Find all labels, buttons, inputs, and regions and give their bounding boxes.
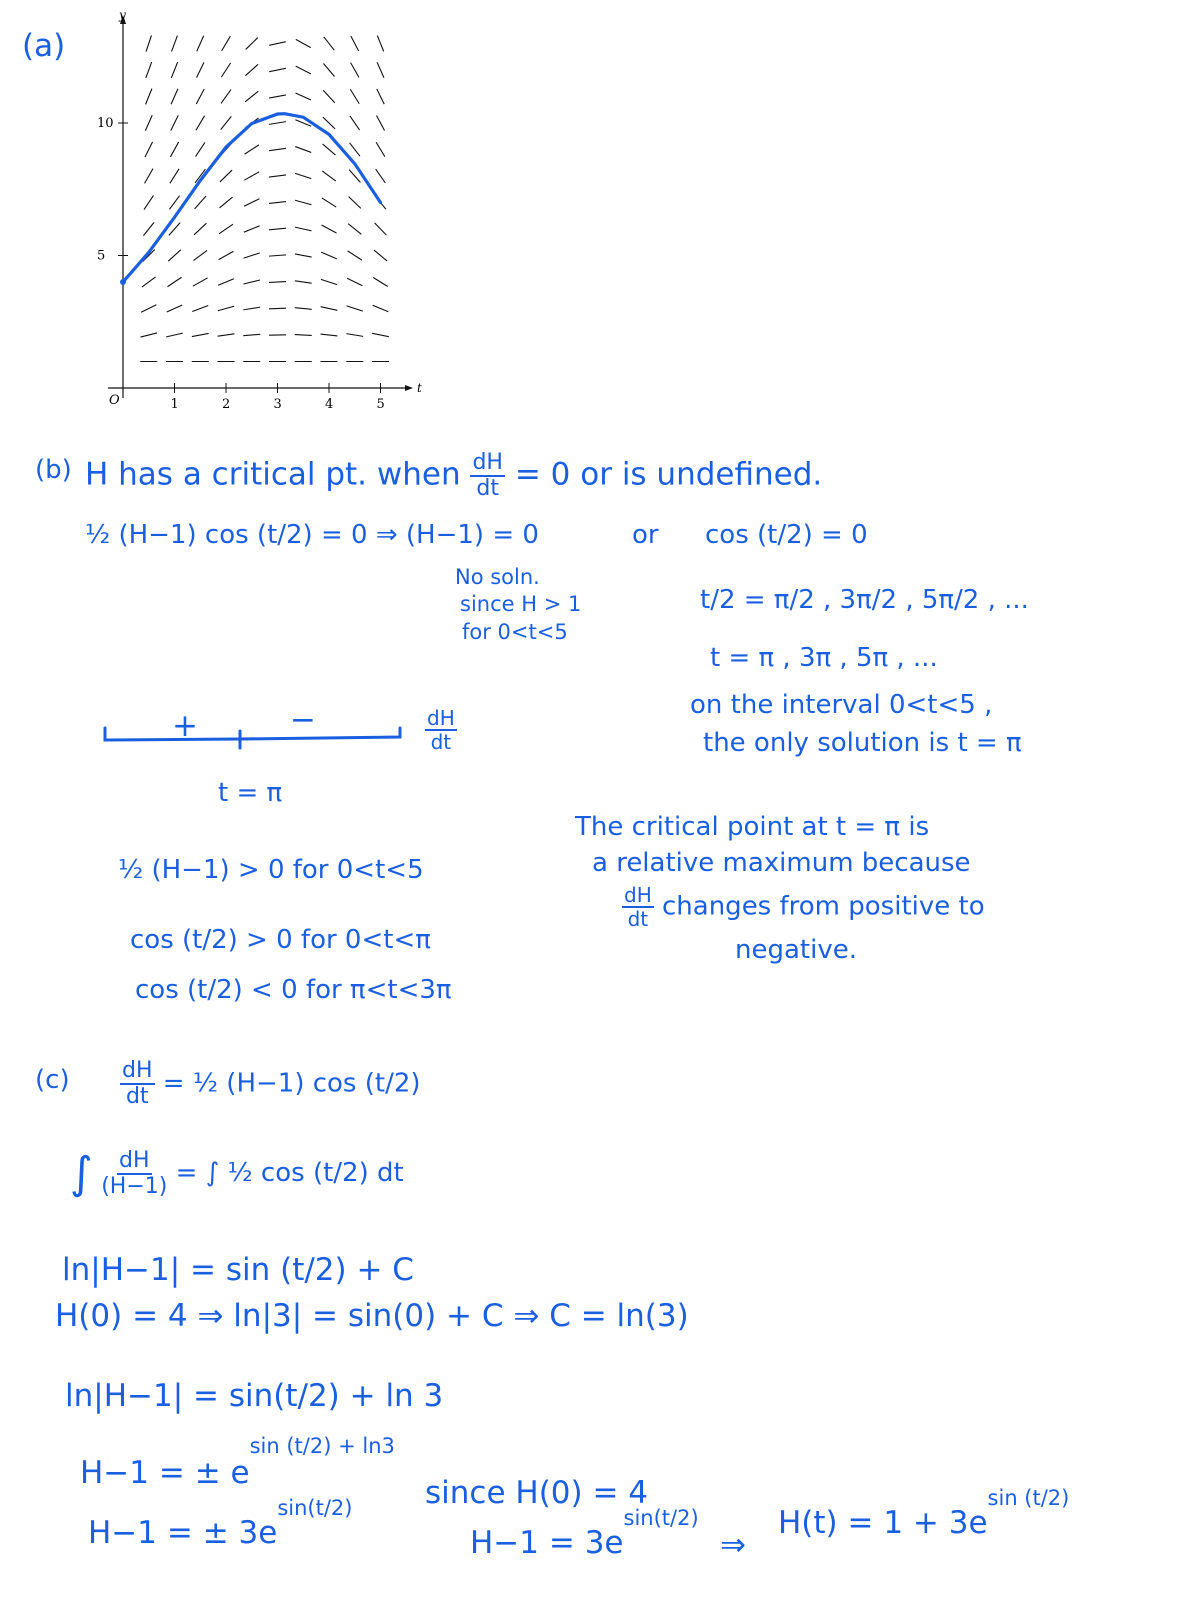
slope-segment bbox=[141, 333, 157, 337]
slope-segment bbox=[351, 36, 359, 51]
step-4-exponent: sin (t/2) + ln3 bbox=[249, 1434, 395, 1458]
slope-segment bbox=[321, 307, 338, 311]
derivative-fraction bbox=[470, 452, 505, 500]
slope-segment bbox=[322, 198, 336, 207]
step-6 bbox=[470, 1506, 699, 1561]
conclusion-frac-den: dt bbox=[627, 907, 649, 931]
part-a-label: (a) bbox=[22, 28, 66, 64]
eq-arg: (t/2) bbox=[256, 520, 313, 550]
slope-segment bbox=[377, 62, 384, 78]
roots-t: t = π , 3π , 5π , ... bbox=[710, 643, 938, 673]
separated-integral bbox=[70, 1148, 404, 1199]
integral-sign: ∫ bbox=[70, 1148, 93, 1199]
no-solution-2: since H > 1 bbox=[460, 592, 582, 616]
no-solution-1: No soln. bbox=[455, 565, 540, 589]
slope-segment bbox=[193, 250, 207, 260]
slope-segment bbox=[169, 196, 179, 210]
slope-segment bbox=[168, 250, 181, 261]
step-2: H(0) = 4 ⇒ ln|3| = sin(0) + C ⇒ C = ln(3) bbox=[55, 1298, 689, 1334]
conclusion-line-3 bbox=[622, 885, 985, 929]
slope-segment bbox=[296, 66, 311, 74]
slope-segment bbox=[350, 89, 359, 103]
slope-segment bbox=[196, 89, 204, 104]
slope-segment bbox=[146, 35, 151, 51]
part-b-label: (b) bbox=[35, 455, 72, 485]
slope-segment bbox=[145, 142, 153, 157]
since-condition: since H(0) = 4 bbox=[425, 1475, 649, 1511]
slope-segment bbox=[146, 89, 152, 105]
eq-or: or bbox=[632, 520, 659, 550]
initial-point bbox=[120, 279, 126, 285]
slope-segment bbox=[376, 116, 384, 131]
slope-segment bbox=[141, 305, 156, 313]
t-axis-arrow-icon bbox=[405, 385, 413, 391]
slope-segment bbox=[269, 122, 286, 125]
slope-segment bbox=[376, 142, 385, 157]
slope-segment bbox=[244, 172, 259, 180]
de-rhs: = ½ (H−1) cos (t/2) bbox=[162, 1068, 421, 1099]
step-6-exponent: sin(t/2) bbox=[623, 1506, 699, 1530]
slope-segment bbox=[372, 333, 389, 336]
x-tick-label: 4 bbox=[325, 397, 334, 412]
slope-segment bbox=[269, 95, 286, 98]
slope-segment bbox=[142, 277, 156, 287]
chart-axes bbox=[108, 10, 422, 408]
integral-num: dH bbox=[119, 1147, 150, 1173]
slope-segment bbox=[324, 37, 334, 50]
slope-segment bbox=[193, 278, 208, 286]
slope-segment bbox=[348, 251, 362, 260]
slope-segment bbox=[221, 63, 230, 77]
slope-segment bbox=[171, 115, 179, 130]
slope-segment bbox=[218, 279, 234, 286]
slope-segment bbox=[347, 306, 363, 311]
slope-segment bbox=[295, 254, 312, 257]
de-fraction bbox=[120, 1060, 155, 1108]
conclusion-line-4: negative. bbox=[735, 935, 857, 965]
slope-segment bbox=[197, 36, 204, 52]
slope-segment bbox=[323, 64, 334, 77]
conclusion-line-1: The critical point at t = π is bbox=[575, 812, 930, 842]
part-c-label: (c) bbox=[35, 1065, 70, 1095]
x-tick-label: 1 bbox=[170, 397, 179, 412]
slope-segment bbox=[295, 281, 312, 283]
slope-field-chart bbox=[95, 10, 425, 420]
slope-segment bbox=[172, 36, 178, 52]
slope-segment bbox=[192, 333, 209, 336]
eq-left: (H−1) cos bbox=[118, 520, 249, 550]
slope-segment bbox=[218, 306, 234, 311]
slope-segment bbox=[222, 36, 231, 51]
definition-text: H has a critical pt. when bbox=[85, 456, 461, 493]
x-tick-label: 5 bbox=[376, 397, 385, 412]
integral-fraction bbox=[101, 1147, 168, 1199]
slope-segment bbox=[167, 305, 182, 312]
slope-segment bbox=[295, 308, 312, 310]
differential-equation bbox=[120, 1060, 421, 1108]
definition-tail: = 0 or is undefined. bbox=[514, 456, 823, 493]
slope-segment bbox=[144, 195, 153, 209]
slope-segment bbox=[219, 251, 234, 259]
inequality-1: ½ (H−1) > 0 for 0<t<5 bbox=[118, 855, 424, 885]
slope-segment bbox=[269, 42, 286, 46]
slope-segment bbox=[377, 89, 384, 104]
slope-segment bbox=[269, 175, 286, 177]
slope-segment bbox=[219, 224, 233, 234]
slope-segment bbox=[243, 280, 260, 284]
slope-segment bbox=[219, 197, 232, 208]
sign-label-num: dH bbox=[427, 706, 455, 730]
slope-segment bbox=[269, 255, 286, 256]
slope-segment bbox=[295, 147, 311, 153]
slope-segment bbox=[295, 173, 311, 178]
sign-minus: − bbox=[290, 702, 316, 738]
conclusion-frac-num: dH bbox=[624, 883, 652, 907]
no-solution-3: for 0<t<5 bbox=[462, 620, 568, 644]
slope-segment bbox=[218, 334, 235, 336]
slope-segment bbox=[322, 171, 336, 181]
slope-segment bbox=[243, 307, 260, 310]
slope-segment bbox=[349, 197, 361, 209]
slope-segment bbox=[245, 64, 258, 75]
slope-segment bbox=[166, 333, 183, 337]
slope-segment bbox=[296, 93, 311, 100]
slope-segment bbox=[323, 90, 335, 102]
sign-point-label: t = π bbox=[218, 778, 283, 808]
slope-segment bbox=[195, 196, 206, 209]
de-den: dt bbox=[125, 1084, 149, 1109]
slope-segment bbox=[244, 226, 260, 232]
slope-segment bbox=[322, 225, 337, 233]
slope-segment bbox=[243, 334, 260, 335]
step-6-base: H−1 = 3e bbox=[470, 1525, 624, 1561]
de-num: dH bbox=[122, 1058, 153, 1083]
sign-label-den: dt bbox=[430, 730, 452, 754]
y-tick-label: 5 bbox=[97, 248, 106, 264]
sign-chart-fraction bbox=[425, 708, 457, 752]
slope-segment bbox=[170, 142, 178, 157]
slope-segment bbox=[323, 117, 335, 129]
slope-segment bbox=[194, 223, 206, 235]
slope-segment bbox=[295, 335, 312, 336]
slope-segment bbox=[295, 227, 312, 231]
slope-segment bbox=[220, 170, 232, 182]
slope-segment bbox=[351, 63, 359, 78]
eq-mid: = 0 ⇒ (H−1) = 0 bbox=[320, 520, 539, 550]
slope-segment bbox=[192, 306, 208, 312]
final-answer bbox=[778, 1486, 1070, 1541]
implies-arrow: ⇒ bbox=[720, 1527, 746, 1563]
slope-segment bbox=[245, 145, 259, 154]
slope-segment bbox=[244, 199, 259, 206]
slope-segment bbox=[376, 169, 386, 183]
slope-segment bbox=[321, 334, 338, 336]
slope-segment bbox=[350, 143, 360, 156]
slope-segment bbox=[145, 169, 153, 184]
slope-segment bbox=[321, 279, 337, 284]
slope-segment bbox=[145, 115, 152, 131]
sign-chart-label bbox=[425, 708, 457, 752]
sign-plus: + bbox=[172, 708, 198, 744]
critical-point-definition bbox=[85, 452, 822, 500]
slope-segment bbox=[197, 62, 204, 77]
slope-segment bbox=[171, 89, 178, 105]
slope-segment bbox=[374, 250, 387, 261]
solution-curve bbox=[123, 114, 381, 282]
final-exponent: sin (t/2) bbox=[987, 1486, 1070, 1510]
interval-text: on the interval 0<t<5 , bbox=[690, 690, 993, 720]
step-4-base: H−1 = ± e bbox=[80, 1455, 250, 1491]
slope-segment bbox=[269, 68, 286, 71]
slope-segment bbox=[377, 36, 383, 52]
slope-segment bbox=[373, 278, 387, 287]
conclusion-line-2: a relative maximum because bbox=[592, 848, 971, 878]
derivative-den: dt bbox=[476, 476, 500, 501]
inequality-3: cos (t/2) < 0 for π<t<3π bbox=[135, 975, 452, 1005]
integral-den: (H−1) bbox=[101, 1173, 168, 1199]
slope-segment bbox=[221, 90, 231, 104]
step-5-base: H−1 = ± 3e bbox=[88, 1515, 278, 1551]
slope-segment bbox=[245, 91, 258, 102]
conclusion-fraction bbox=[622, 885, 654, 929]
slope-field-segments bbox=[140, 35, 389, 361]
step-4 bbox=[80, 1434, 395, 1491]
slope-segment bbox=[269, 308, 286, 309]
y-axis-label: y bbox=[119, 10, 126, 22]
slope-segment bbox=[323, 144, 336, 155]
step-3: ln|H−1| = sin(t/2) + ln 3 bbox=[65, 1378, 444, 1414]
slope-segment bbox=[375, 223, 387, 235]
critical-equation bbox=[85, 520, 539, 550]
x-tick-label: 3 bbox=[273, 397, 282, 412]
slope-segment bbox=[269, 282, 286, 283]
integral-rhs: = ∫ ½ cos (t/2) dt bbox=[175, 1158, 404, 1188]
slope-segment bbox=[350, 116, 360, 130]
only-solution-text: the only solution is t = π bbox=[703, 728, 1022, 758]
slope-segment bbox=[269, 148, 286, 150]
slope-segment bbox=[146, 62, 152, 78]
slope-segment bbox=[348, 224, 361, 235]
y-tick-label: 10 bbox=[97, 116, 114, 131]
slope-segment bbox=[347, 278, 362, 285]
slope-segment bbox=[196, 142, 205, 156]
slope-segment bbox=[321, 252, 337, 259]
eq-half: ½ bbox=[85, 520, 111, 550]
slope-segment bbox=[196, 116, 205, 131]
slope-segment bbox=[295, 200, 311, 205]
slope-segment bbox=[269, 228, 286, 230]
inequality-2: cos (t/2) > 0 for 0<t<π bbox=[130, 925, 431, 955]
derivative-num: dH bbox=[472, 450, 503, 475]
roots-half-angle: t/2 = π/2 , 3π/2 , 5π/2 , ... bbox=[700, 585, 1029, 615]
slope-segment bbox=[170, 169, 179, 183]
slope-segment bbox=[296, 39, 311, 47]
slope-segment bbox=[269, 202, 286, 204]
slope-segment bbox=[221, 116, 232, 129]
step-5-exponent: sin(t/2) bbox=[277, 1496, 353, 1520]
conclusion-tail: changes from positive to bbox=[662, 891, 985, 922]
step-5 bbox=[88, 1496, 353, 1551]
sign-chart-line bbox=[100, 718, 430, 758]
eq-right: cos (t/2) = 0 bbox=[705, 520, 868, 550]
slope-segment bbox=[346, 334, 363, 337]
slope-segment bbox=[171, 62, 177, 78]
slope-segment bbox=[244, 253, 260, 258]
origin-label: O bbox=[109, 393, 120, 408]
t-axis-label: t bbox=[417, 381, 422, 395]
slope-segment bbox=[246, 38, 258, 50]
slope-segment bbox=[167, 277, 181, 287]
x-tick-label: 2 bbox=[222, 397, 231, 412]
final-base: H(t) = 1 + 3e bbox=[778, 1505, 988, 1541]
slope-segment bbox=[143, 222, 154, 235]
slope-segment bbox=[373, 305, 389, 311]
step-1: ln|H−1| = sin (t/2) + C bbox=[62, 1252, 414, 1288]
